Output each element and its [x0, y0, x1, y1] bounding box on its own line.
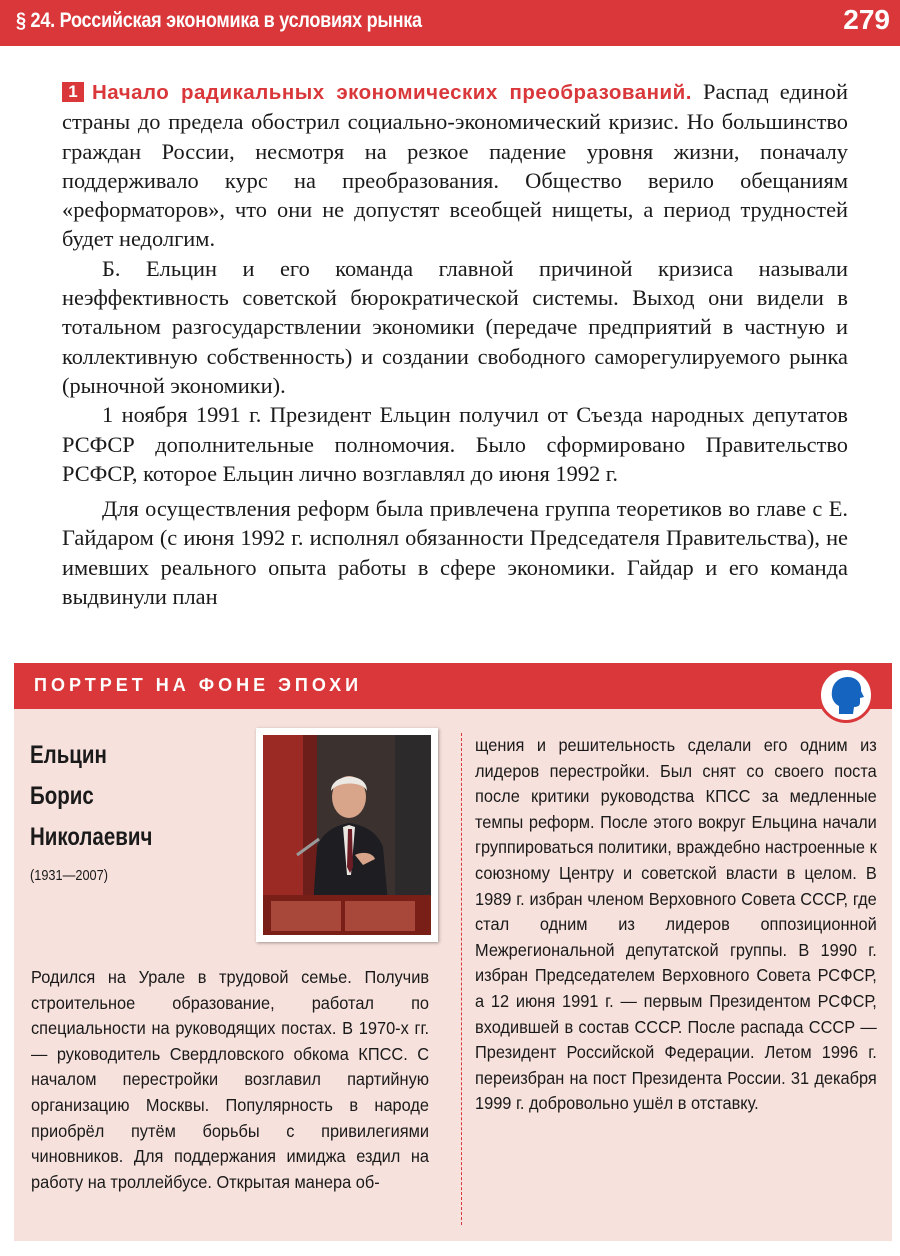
paragraph-1: [62, 77, 848, 254]
paragraph-1-text: Распад единой страны до предела обострил социально-экономический кризис. Но большинство граждан России, несмотря на резкое падение уровня жизни, поначалу поддерживало курс на преобразования. Общество верило обещаниям «реформаторов», что они не допустят всеобщей нищеты, а период трудностей будет недолгим.: [62, 79, 848, 252]
portrait-box: [14, 663, 892, 1241]
section-number: 1: [62, 82, 84, 102]
paragraph-4: Для осуществления реформ была привлечена группа теоретиков во главе с Е. Гайдаром (с июня 1992 г. исполнял обязанности Председателя Правительства), не имевших реального опыта работы в сфере экономики. Гайдар и его команда выдвинули план: [62, 496, 848, 610]
paragraph-2: Б. Ельцин и его команда главной причиной кризиса называли неэффективность советской бюрократической системы. Выход они видели в тотальном разгосударствлении экономики (передаче предприятий в частную и коллективную собственность) и создании свободного саморегулируемого рынка (рыночной экономики).: [62, 255, 848, 398]
chapter-title: § 24. Российская экономика в условиях рынка: [16, 9, 422, 32]
biography-right-column: щения и решительность сделали его одним из лидеров перестройки. Был снят со своего поста после критики руководства КПСС за медленные темпы реформ. После этого вокруг Ельцина начали группироваться политики, враждебно настроенные к союзному Центру и советской власти в целом. В 1989 г. избран членом Верховного Совета СССР, где стал одним из лидеров оппозиционной Межрегиональной депутатской группы. В 1990 г. избран Председателем Верховного Совета РСФСР, а 12 июня 1991 г. — первым Президентом РСФСР, входившей в состав СССР. После распада СССР — Президент Российской Федерации. Летом 1996 г. переизбран на пост Президента России. 31 декабря 1999 г. добровольно ушёл в отставку.: [475, 735, 877, 1114]
page-header: [0, 0, 900, 46]
life-years: (1931—2007): [30, 867, 108, 884]
person-name: [30, 735, 152, 858]
head-profile-icon: [818, 667, 874, 723]
portrait-photo: [256, 728, 438, 942]
page-number: 279: [843, 4, 890, 35]
biography-left-column: Родился на Урале в трудовой семье. Получив строительное образование, работал по специальности на руководящих постах. В 1970-х гг. — руководитель Свердловского обкома КПСС. С началом перестройки возглавил партийную организацию Москвы. Популярность в народе приобрёл путём борьбы с привилегиями чиновников. Для поддержания имиджа ездил на работу на троллейбусе. Открытая манера об-: [31, 967, 430, 1192]
first-name: Борис: [30, 782, 94, 810]
main-text: [62, 77, 848, 611]
portrait-banner: [14, 663, 892, 709]
surname: Ельцин: [30, 741, 107, 769]
paragraph-3: 1 ноября 1991 г. Президент Ельцин получил от Съезда народных депутатов РСФСР дополнительные полномочия. Было сформировано Правительство РСФСР, которое Ельцин лично возглавлял до июня 1992 г.: [62, 402, 848, 486]
patronymic: Николаевич: [30, 823, 153, 851]
section-heading: Начало радикальных экономических преобразований.: [92, 81, 692, 104]
column-divider: [461, 733, 462, 1225]
banner-label: ПОРТРЕТ НА ФОНЕ ЭПОХИ: [34, 675, 363, 695]
